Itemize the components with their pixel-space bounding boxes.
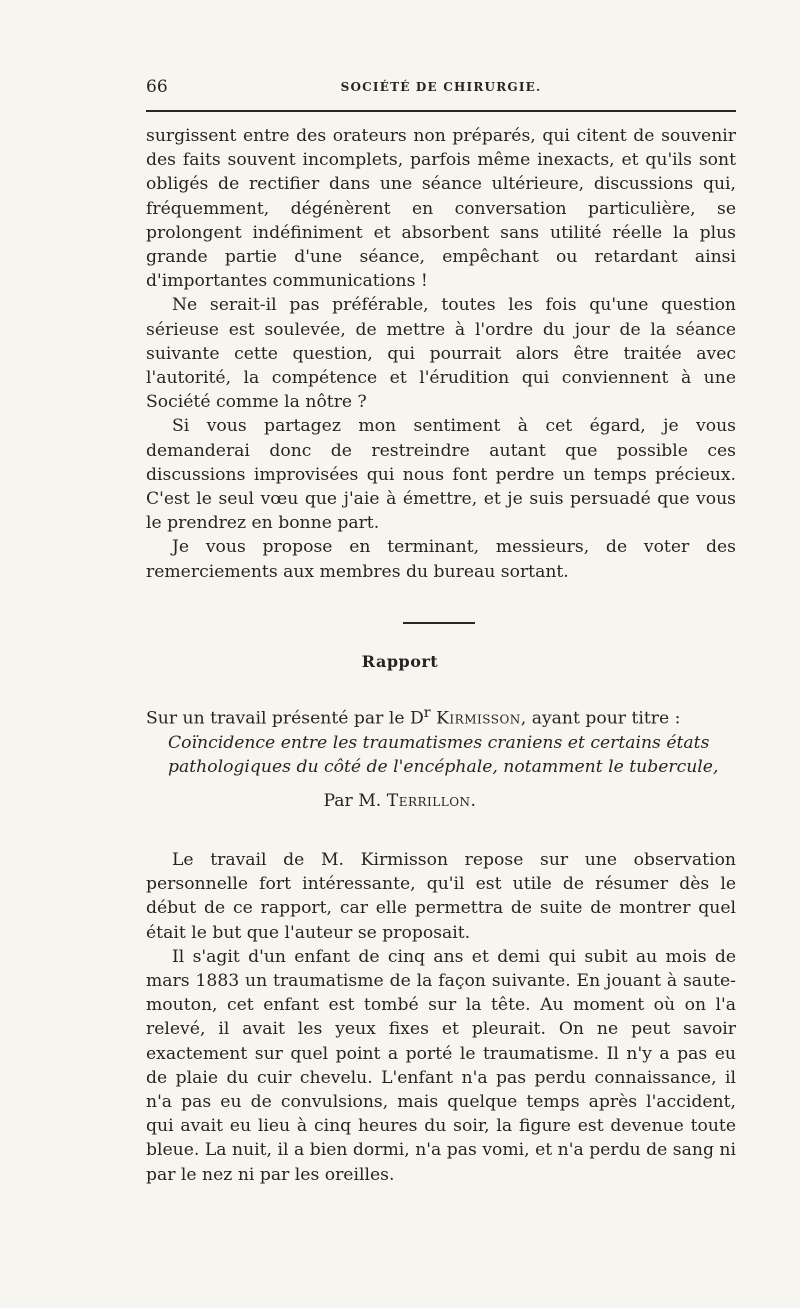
paragraph: Je vous propose en terminant, messieurs, de voter des remerciements aux membres du bureau sortant. xyxy=(146,537,736,582)
header-rule xyxy=(146,110,736,112)
paragraph: surgissent entre des orateurs non préparés, qui citent de souvenir des faits souvent incomplets, parfois même inexacts, et qu'ils sont obligés de rectifier dans une séance ultérieure, discussions qui, fréquemment, dégénèrent en conversation particulière, se prolongent indéfiniment et absorbent sans utilité réelle la plus grande partie d'une séance, empêchant ou retardant ainsi d'importantes communications ! xyxy=(146,126,736,292)
paragraph: Le travail de M. Kirmisson repose sur une observation personnelle fort intéressante, qu'il est utile de résumer dès le début de ce rapport, car elle permettra de suite de montrer quel était le but que l'auteur se proposait. xyxy=(146,850,736,943)
report-intro-superscript: r xyxy=(423,705,431,721)
doctor-name: Kirmisson xyxy=(436,708,521,729)
paragraph: Il s'agit d'un enfant de cinq ans et demi qui subit au mois de mars 1883 un traumatisme de la façon suivante. En jouant à saute-mouton, cet enfant est tombé sur la tête. Au moment où on l'a relevé, il avait les yeux fixes et pleurait. On ne peut savoir exactement sur quel point a porté le traumatisme. Il n'y a pas eu de plaie du cuir chevelu. L'enfant n'a pas perdu connaissance, il n'a pas eu de convulsions, mais quelque temps après l'accident, qui avait eu lieu à cinq heures du soir, la figure est devenue toute bleue. La nuit, il a bien dormi, n'a pas vomi, et n'a perdu de sang ni par le nez ni par les oreilles. xyxy=(146,946,736,1185)
section-title: Rapport xyxy=(361,652,439,671)
running-head: SOCIÉTÉ DE CHIRURGIE. xyxy=(340,80,542,94)
author-name: Terrillon. xyxy=(386,791,477,811)
page-number: 66 xyxy=(146,77,168,97)
paragraph: Si vous partagez mon sentiment à cet égard, je vous demanderai donc de restreindre autant que possible ces discussions improvisées qui nous font perdre un temps précieux. C'est le seul vœu que j'aie à émettre, et je suis persuadé que vous le prendrez en bonne part. xyxy=(146,416,736,534)
report-author xyxy=(0,791,800,811)
report-intro-suffix: , ayant pour titre : xyxy=(520,708,681,729)
report-intro-text: Sur un travail présenté par le D xyxy=(146,708,424,729)
report-intro-line xyxy=(146,701,736,731)
report-intro xyxy=(146,701,736,779)
author-prefix: Par M. xyxy=(323,791,382,811)
page-header xyxy=(146,77,736,101)
paragraph: Ne serait-il pas préférable, toutes les fois qu'une question sérieuse est soulevée, de mettre à l'ordre du jour de la séance suivante cette question, qui pourrait alors être traitée avec l'autorité, la compétence et l'érudition qui conviennent à une Société comme la nôtre ? xyxy=(146,295,736,413)
work-title: Coïncidence entre les traumatismes craniens et certains états pathologiques du côté de l'encéphale, notamment le tubercule, xyxy=(168,732,719,778)
section-separator-rule xyxy=(403,622,475,624)
body-text-top xyxy=(146,124,736,584)
body-text-bottom xyxy=(146,848,736,1187)
